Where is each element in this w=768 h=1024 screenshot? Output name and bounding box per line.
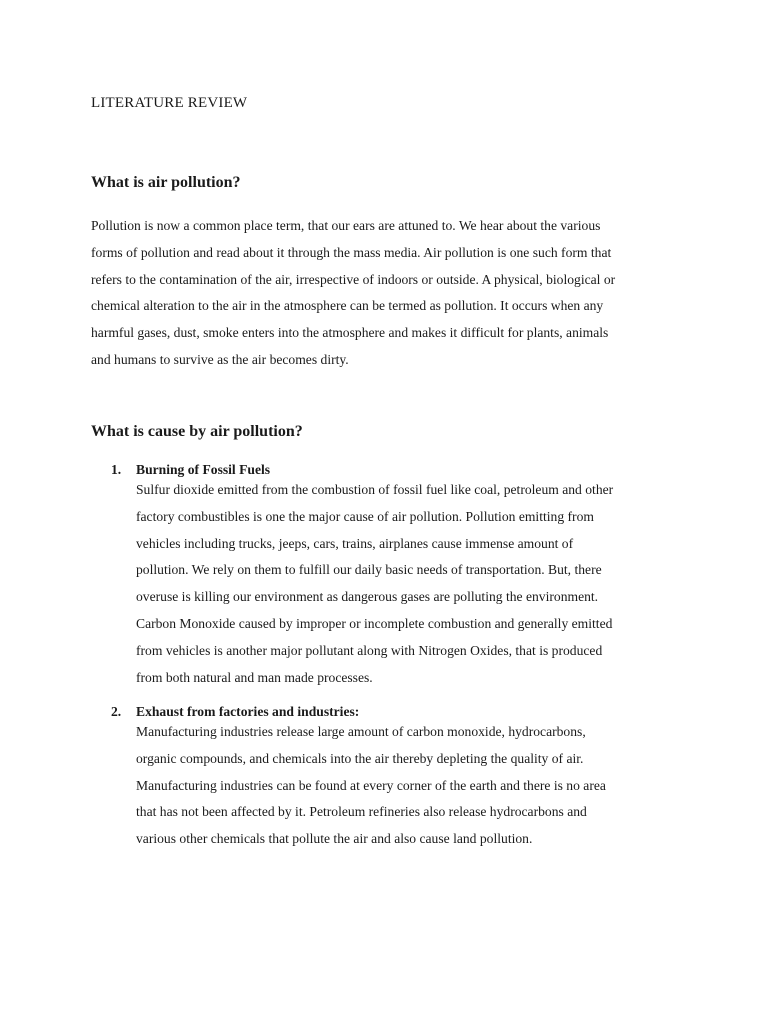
list-item-body bbox=[136, 477, 613, 691]
body-line: vehicles including trucks, jeeps, cars, trains, airplanes cause immense amount of bbox=[136, 535, 574, 551]
body-line: pollution. We rely on them to fulfill our daily basic needs of transportation. But, there bbox=[136, 562, 602, 578]
body-line: various other chemicals that pollute the air and also cause land pollution. bbox=[136, 831, 533, 847]
list-item-number: 2. bbox=[111, 704, 122, 719]
body-line: from vehicles is another major pollutant along with Nitrogen Oxides, that is produced bbox=[136, 642, 603, 658]
list-item-body bbox=[136, 719, 606, 853]
paragraph-line: forms of pollution and read about it through the mass media. Air pollution is one such form that bbox=[91, 244, 612, 260]
paragraph-line: and humans to survive as the air becomes dirty. bbox=[91, 351, 349, 367]
body-line: organic compounds, and chemicals into the air thereby depleting the quality of air. bbox=[136, 750, 584, 766]
paragraph-line: refers to the contamination of the air, irrespective of indoors or outside. A physical, biological or bbox=[91, 271, 616, 287]
document-title: LITERATURE REVIEW bbox=[91, 95, 248, 111]
paragraph-line: harmful gases, dust, smoke enters into the atmosphere and makes it difficult for plants, animals bbox=[91, 325, 609, 341]
body-line: Sulfur dioxide emitted from the combustion of fossil fuel like coal, petroleum and other bbox=[136, 482, 614, 497]
paragraph-line: Pollution is now a common place term, that our ears are attuned to. We hear about the various bbox=[91, 218, 601, 233]
list-item-title: Exhaust from factories and industries: bbox=[136, 704, 360, 719]
body-line: overuse is killing our environment as dangerous gases are polluting the environment. bbox=[136, 589, 599, 605]
body-line: factory combustibles is one the major cause of air pollution. Pollution emitting from bbox=[136, 508, 594, 524]
section-paragraph bbox=[91, 213, 676, 374]
section-heading-what-is-cause: What is cause by air pollution? bbox=[91, 423, 303, 440]
paragraph-line: chemical alteration to the air in the atmosphere can be termed as pollution. It occurs when any bbox=[91, 298, 604, 314]
section-heading-what-is-air-pollution: What is air pollution? bbox=[91, 174, 241, 191]
body-line: Carbon Monoxide caused by improper or incomplete combustion and generally emitted bbox=[136, 615, 613, 631]
body-line: that has not been affected by it. Petroleum refineries also release hydrocarbons and bbox=[136, 804, 587, 820]
list-item-title: Burning of Fossil Fuels bbox=[136, 462, 271, 477]
body-line: from both natural and man made processes. bbox=[136, 669, 373, 685]
list-item-number: 1. bbox=[111, 462, 122, 477]
body-line: Manufacturing industries release large amount of carbon monoxide, hydrocarbons, bbox=[136, 724, 586, 739]
body-line: Manufacturing industries can be found at every corner of the earth and there is no area bbox=[136, 777, 606, 793]
